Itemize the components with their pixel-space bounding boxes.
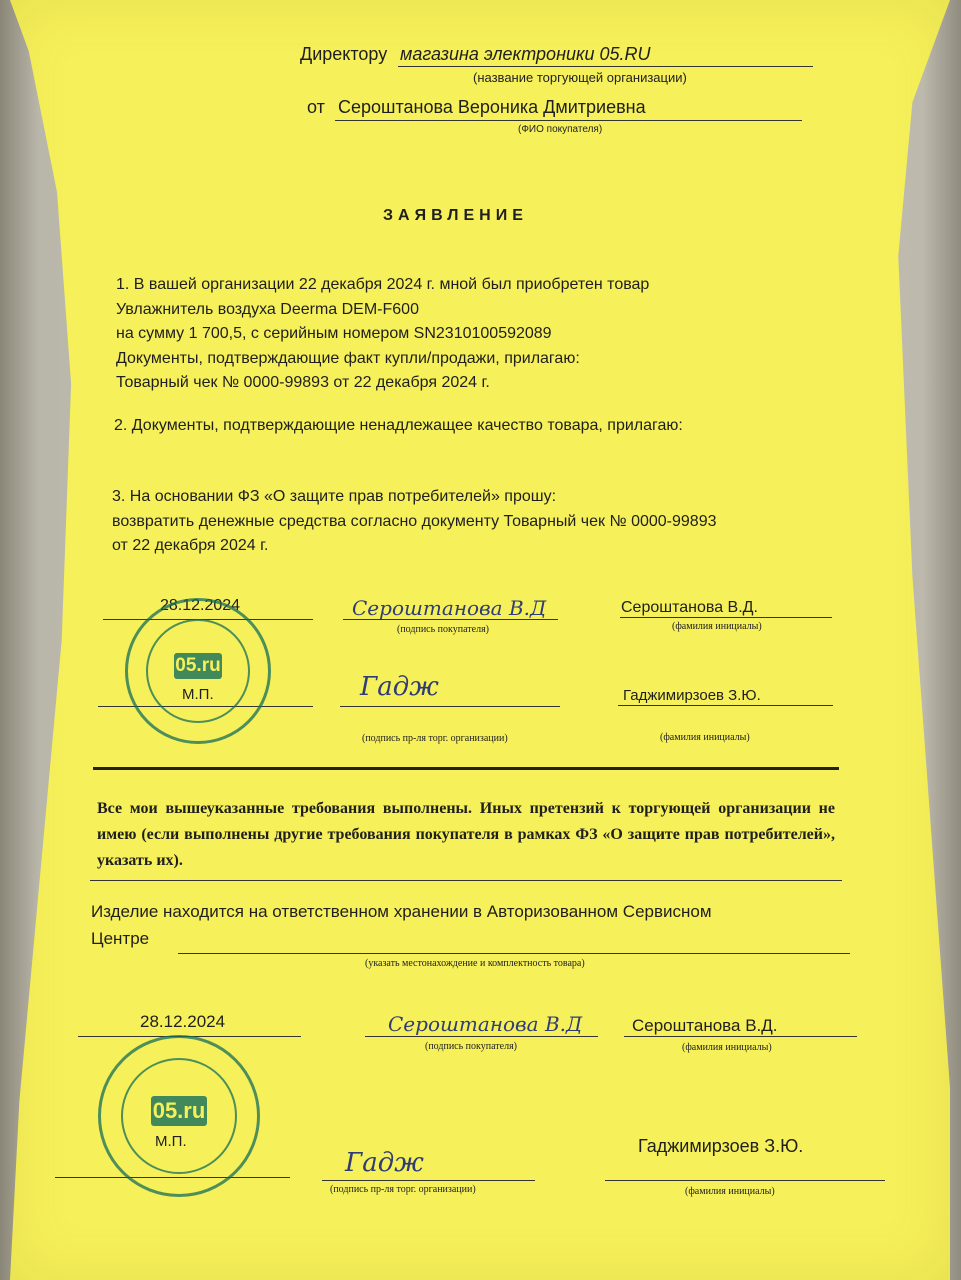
section-3-line-2: возвратить денежные средства согласно документу Товарный чек № 0000-99893 <box>112 512 717 530</box>
signature-date-1: 28.12.2024 <box>160 597 241 614</box>
storage-caption: (указать местонахождение и комплектность товара) <box>365 958 585 969</box>
sender-prefix: от <box>307 97 325 117</box>
section-2 <box>114 414 683 439</box>
seller-signature-line-1 <box>340 706 560 707</box>
sender-name: Сероштанова Вероника Дмитриевна <box>338 97 646 117</box>
section-1-line-4: Документы, подтверждающие факт купли/продажи, прилагаю: <box>116 349 580 367</box>
fulfillment-declaration: Все мои вышеуказанные требования выполнены. Иных претензий к торгующей организации не имею (если выполнены другие требования покупателя в рамках ФЗ «О защите прав потребителей», указать их). <box>97 800 835 869</box>
signature-date-2: 28.12.2024 <box>140 1012 226 1031</box>
section-1-line-1: 1. В вашей организации 22 декабря 2024 г. мной был приобретен товар <box>116 276 650 293</box>
section-3 <box>112 485 717 559</box>
seal-place-2: М.П. <box>155 1133 187 1150</box>
seller-name-caption-1: (фамилия инициалы) <box>660 732 750 743</box>
sender-caption: (ФИО покупателя) <box>518 124 603 135</box>
section-1-line-2: Увлажнитель воздуха Deerma DEM-F600 <box>116 300 419 318</box>
buyer-signature-line-1 <box>343 619 558 620</box>
section-divider <box>93 767 839 770</box>
company-stamp-2 <box>98 1035 260 1197</box>
section-3-line-1: 3. На основании ФЗ «О защите прав потребителей» прошу: <box>112 488 557 505</box>
storage-line-1: Изделие находится на ответственном хранении в Авторизованном Сервисном <box>91 902 712 921</box>
storage-line-2: Центре <box>91 929 150 948</box>
buyer-signature-line-2 <box>365 1036 598 1037</box>
buyer-name-line-1 <box>620 617 832 618</box>
seller-name-caption-2: (фамилия инициалы) <box>685 1186 775 1197</box>
sender-line <box>335 120 802 121</box>
seller-signature-line-2 <box>322 1180 535 1181</box>
seller-name-1: Гаджимирзоев З.Ю. <box>623 687 761 704</box>
addressee-line <box>398 66 813 67</box>
declaration-line <box>90 880 842 881</box>
seller-name-line-2 <box>605 1180 885 1181</box>
storage-line <box>178 953 850 954</box>
seal-place-1: М.П. <box>182 686 214 703</box>
seller-name-line-1 <box>618 705 833 706</box>
section-3-line-3: от 22 декабря 2024 г. <box>112 537 269 554</box>
buyer-signature-caption-2: (подпись покупателя) <box>425 1041 518 1052</box>
section-1-line-3: на сумму 1 700,5, с серийным номером SN2310100592089 <box>116 325 552 342</box>
document-title: ЗАЯВЛЕНИЕ <box>383 207 528 224</box>
seller-signature-2: Гадж <box>345 1148 424 1178</box>
buyer-name-2: Сероштанова В.Д. <box>632 1016 778 1035</box>
buyer-name-line-2 <box>624 1036 857 1037</box>
buyer-signature-caption-1: (подпись покупателя) <box>397 624 490 635</box>
seller-signature-caption-2: (подпись пр-ля торг. организации) <box>330 1184 476 1195</box>
section-1 <box>116 273 649 396</box>
stamp-logo: 05.ru <box>151 1096 207 1126</box>
seller-signature-caption-1: (подпись пр-ля торг. организации) <box>362 733 508 744</box>
buyer-name-1: Сероштанова В.Д. <box>621 599 758 616</box>
buyer-signature-1: Сероштанова В.Д <box>352 596 547 620</box>
stamp-logo: 05.ru <box>174 653 222 679</box>
buyer-signature-2: Сероштанова В.Д <box>388 1012 583 1036</box>
company-stamp-1 <box>125 598 271 744</box>
section-2-line-1: 2. Документы, подтверждающие ненадлежащее качество товара, прилагаю: <box>114 417 683 434</box>
seller-signature-1: Гадж <box>360 672 439 702</box>
addressee-organization: магазина электроники 05.RU <box>400 44 651 64</box>
seller-name-2: Гаджимирзоев З.Ю. <box>638 1136 804 1156</box>
buyer-name-caption-2: (фамилия инициалы) <box>682 1042 772 1053</box>
addressee-prefix: Директору <box>300 44 388 64</box>
addressee-caption: (название торгующей организации) <box>473 70 687 85</box>
section-1-line-5: Товарный чек № 0000-99893 от 22 декабря 2024 г. <box>116 374 490 391</box>
buyer-name-caption-1: (фамилия инициалы) <box>672 621 762 632</box>
